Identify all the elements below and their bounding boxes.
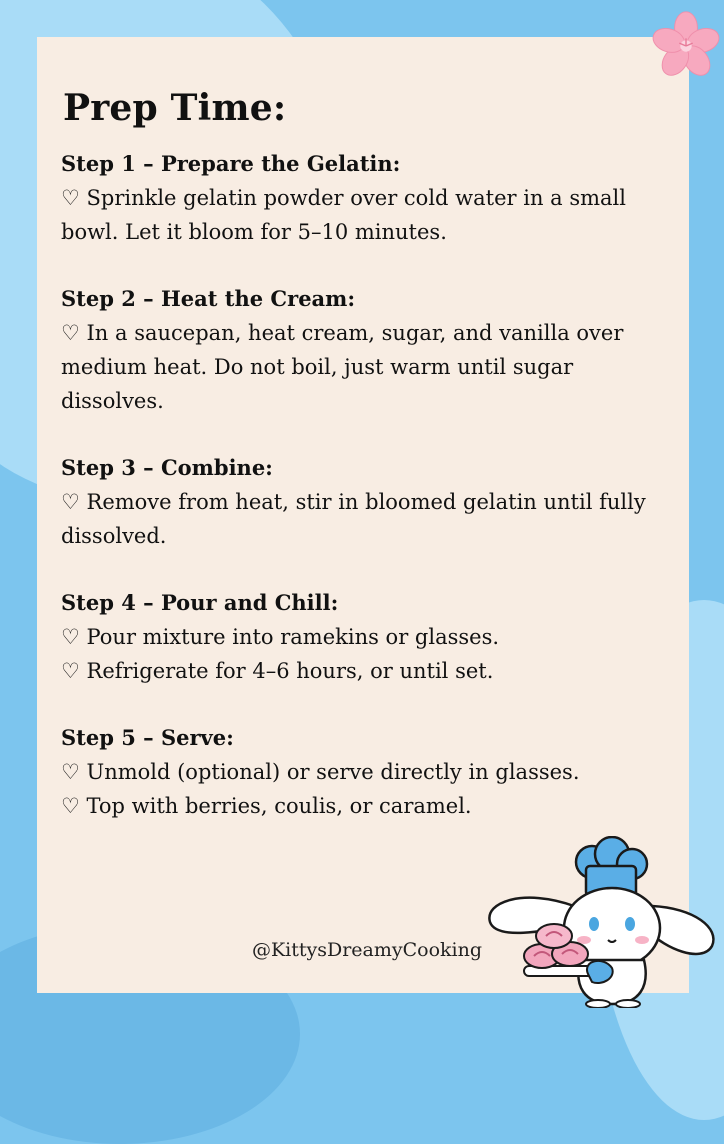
step-3 bbox=[61, 451, 671, 553]
step-line: bowl. Let it bloom for 5–10 minutes. bbox=[61, 220, 447, 244]
step-heading: Step 3 – Combine: bbox=[61, 455, 273, 480]
step-line: ♡ In a saucepan, heat cream, sugar, and vanilla over bbox=[61, 321, 624, 345]
step-1 bbox=[61, 147, 671, 249]
step-line: ♡ Remove from heat, stir in bloomed gelatin until fully bbox=[61, 490, 646, 514]
step-heading: Step 1 – Prepare the Gelatin: bbox=[61, 151, 401, 176]
step-heading: Step 5 – Serve: bbox=[61, 725, 234, 750]
step-heading: Step 2 – Heat the Cream: bbox=[61, 286, 356, 311]
step-line: medium heat. Do not boil, just warm until sugar bbox=[61, 355, 574, 379]
step-heading: Step 4 – Pour and Chill: bbox=[61, 590, 339, 615]
step-line: ♡ Unmold (optional) or serve directly in glasses. bbox=[61, 760, 580, 784]
step-line: ♡ Top with berries, coulis, or caramel. bbox=[61, 794, 472, 818]
step-5 bbox=[61, 721, 671, 823]
page-title: Prep Time: bbox=[63, 87, 287, 129]
step-line: dissolved. bbox=[61, 524, 167, 548]
step-4 bbox=[61, 586, 671, 688]
step-line: ♡ Sprinkle gelatin powder over cold water in a small bbox=[61, 186, 626, 210]
steps-list bbox=[61, 147, 671, 856]
cherry-blossom-icon bbox=[648, 8, 724, 84]
step-2 bbox=[61, 282, 671, 418]
chef-bunny-mascot bbox=[484, 836, 720, 1008]
step-line: ♡ Pour mixture into ramekins or glasses. bbox=[61, 625, 500, 649]
social-handle: @KittysDreamyCooking bbox=[251, 939, 483, 961]
step-line: dissolves. bbox=[61, 389, 164, 413]
step-line: ♡ Refrigerate for 4–6 hours, or until set. bbox=[61, 659, 494, 683]
